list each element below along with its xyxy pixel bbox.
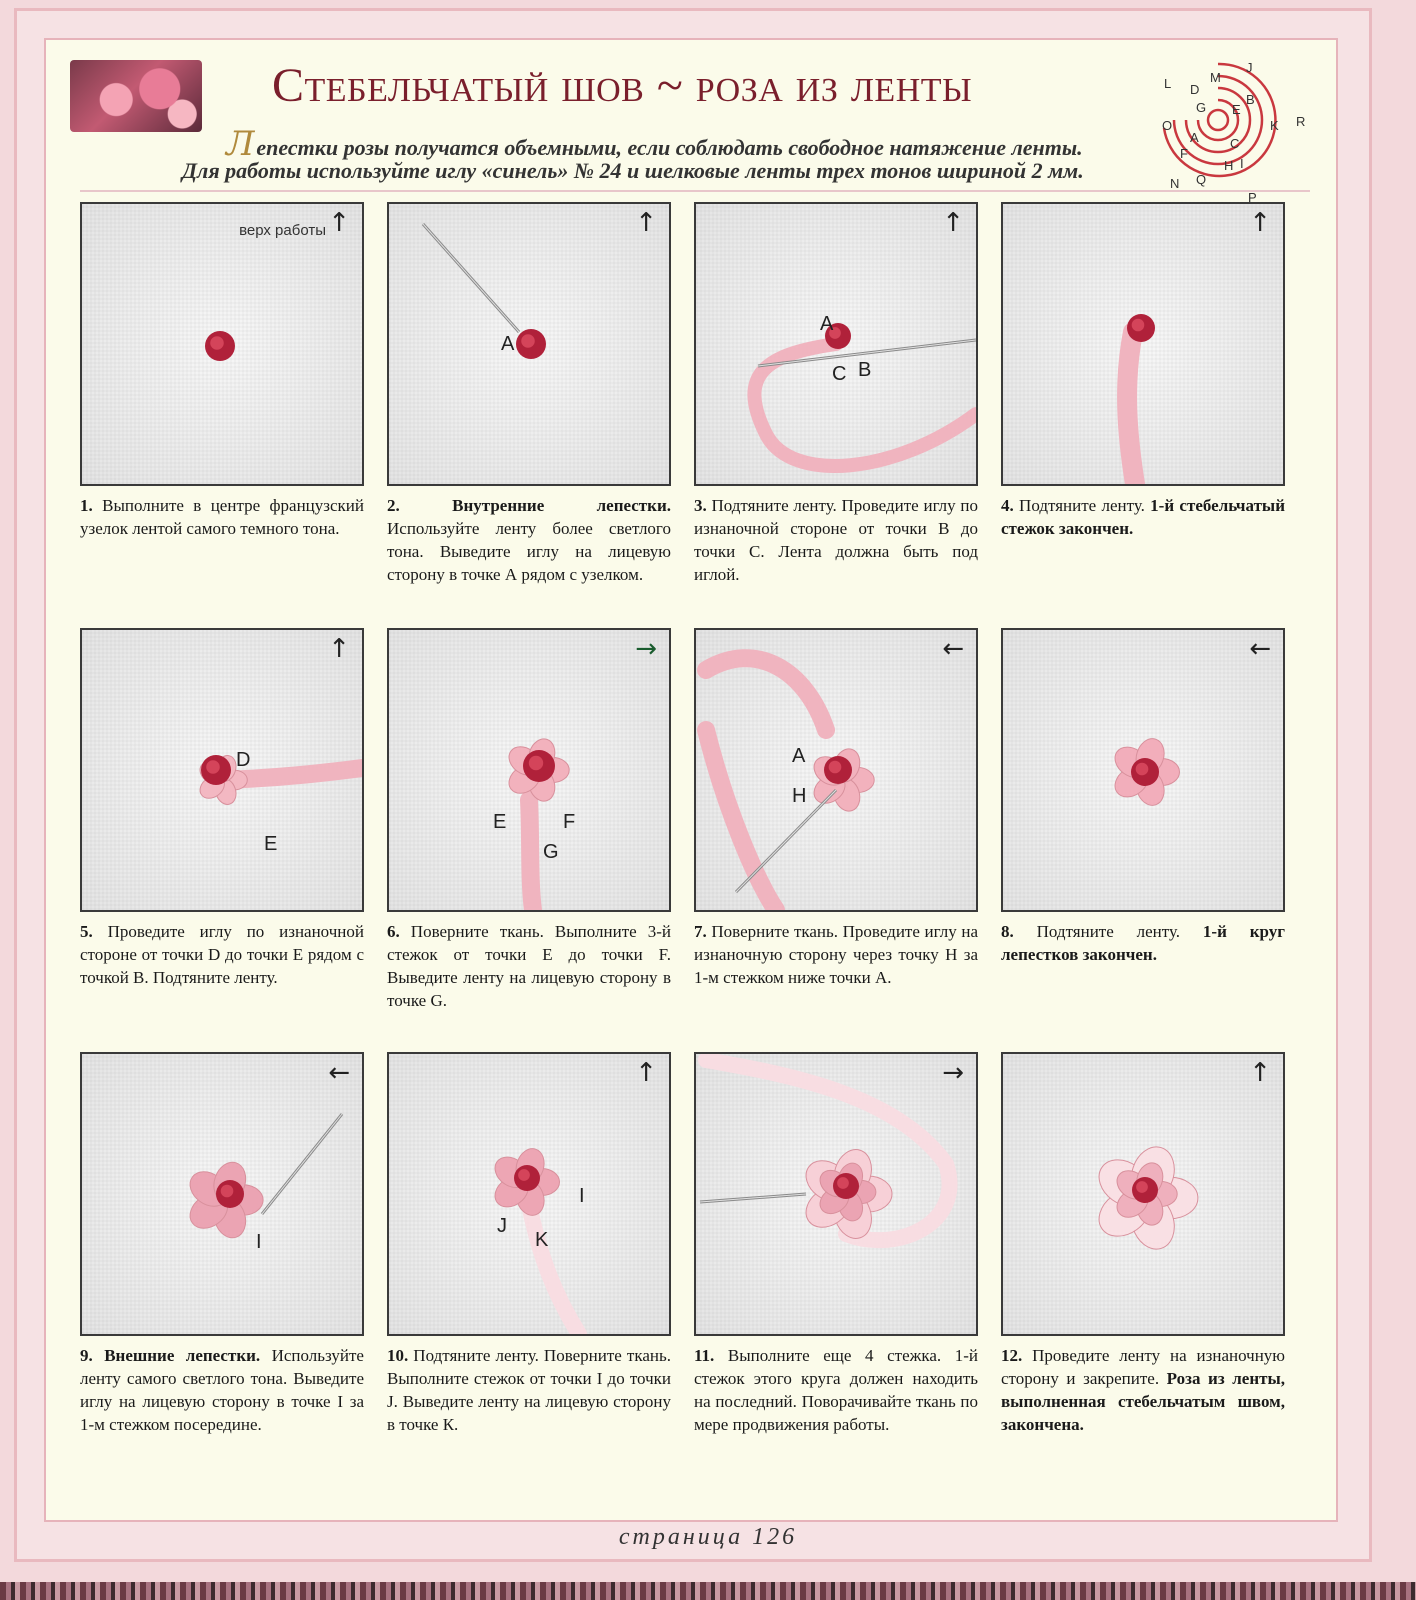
step-text: Выполните в центре французский узелок лентой самого темного тона. xyxy=(80,496,364,538)
step-caption xyxy=(387,920,671,1012)
rose-illustration xyxy=(82,1054,362,1334)
orientation-arrow-icon: ↑ xyxy=(635,1058,657,1088)
step-photo xyxy=(1001,202,1285,486)
step-text: Поверните ткань. Проведите иглу на изнаночную сторону через точку Н за 1-м стежком ниже точки А. xyxy=(694,922,978,987)
diagram-letter-m: M xyxy=(1210,70,1221,85)
bottom-decor-strip xyxy=(0,1582,1416,1600)
step-text: Проведите иглу по изнаночной стороне от точки D до точки E рядом с точкой В. Подтяните ленту. xyxy=(80,922,364,987)
point-label-a: A xyxy=(820,313,834,335)
orientation-arrow-icon: ← xyxy=(328,1058,350,1088)
orientation-arrow-icon: ↑ xyxy=(328,634,350,664)
step-number: 11. xyxy=(694,1346,715,1365)
step-caption xyxy=(694,494,978,586)
point-label-a: A xyxy=(501,333,515,355)
step-caption xyxy=(694,1344,978,1436)
diagram-letter-h: H xyxy=(1224,158,1234,173)
point-label-c: C xyxy=(832,363,847,385)
step-number: 12. xyxy=(1001,1346,1023,1365)
step-photo xyxy=(387,202,671,486)
point-label-h: H xyxy=(792,785,807,807)
step-caption xyxy=(1001,920,1285,966)
diagram-letter-r: R xyxy=(1296,114,1306,129)
rose-illustration xyxy=(82,204,362,484)
step-text: Подтяните ленту. Проведите иглу по изнаночной стороне от точки В до точки С. Лента должна быть под иглой. xyxy=(694,496,978,584)
point-label-a: A xyxy=(792,745,806,767)
diagram-letter-e: E xyxy=(1232,102,1241,117)
step-text: Подтяните ленту. xyxy=(1013,496,1151,515)
rose-illustration xyxy=(696,1054,976,1334)
point-label-e: E xyxy=(493,811,507,833)
diagram-letter-p: P xyxy=(1248,190,1257,202)
point-label-f: F xyxy=(563,811,576,833)
orientation-arrow-icon: ← xyxy=(1249,634,1271,664)
step-photo xyxy=(80,1052,364,1336)
diagram-letter-i: I xyxy=(1240,156,1244,171)
point-label-g: G xyxy=(543,841,559,863)
diagram-letter-g: G xyxy=(1196,100,1207,115)
step-caption xyxy=(1001,494,1285,540)
step-photo xyxy=(387,628,671,912)
diagram-letter-b: B xyxy=(1246,92,1255,107)
orientation-arrow-icon: → xyxy=(635,634,657,664)
diagram-letter-a: A xyxy=(1190,130,1199,145)
rose-illustration xyxy=(696,630,976,910)
diagram-letter-k: K xyxy=(1270,118,1279,133)
step-photo xyxy=(387,1052,671,1336)
step-caption xyxy=(80,920,364,989)
step-conclusion: 1-й стебельчатый стежок закончен. xyxy=(1001,496,1285,538)
point-label-b: B xyxy=(858,359,872,381)
diagram-letter-l: L xyxy=(1164,76,1172,91)
rose-illustration xyxy=(1003,204,1283,484)
step-caption xyxy=(1001,1344,1285,1436)
step-number: 4. xyxy=(1001,496,1014,515)
orientation-arrow-icon: ↑ xyxy=(328,208,350,238)
step-number: 8. xyxy=(1001,922,1014,941)
subtitle-drop-cap: Л xyxy=(226,124,255,164)
step-caption xyxy=(694,920,978,989)
point-label-j: J xyxy=(497,1215,507,1237)
page-number: страница 126 xyxy=(618,1524,798,1550)
rose-illustration xyxy=(82,630,362,910)
point-label-i: I xyxy=(256,1231,262,1253)
point-label-d: D xyxy=(236,749,251,771)
step-text: Подтяните ленту. Поверните ткань. Выполните стежок от точки I до точки J. Выведите ленту на лицевую сторону в точке К. xyxy=(387,1346,671,1434)
header-rose-photo xyxy=(70,60,202,132)
step-number: 3. xyxy=(694,496,707,515)
step-number: 9. xyxy=(80,1346,93,1365)
diagram-letter-n: N xyxy=(1170,176,1180,191)
step-conclusion: Роза из ленты, выполненная стебельчатым швом, закончена. xyxy=(1001,1369,1285,1434)
subtitle-line-2: Для работы используйте иглу «синель» № 24 и шелковые ленты трех тонов шириной 2 мм. xyxy=(182,158,1084,183)
orientation-arrow-icon: → xyxy=(942,1058,964,1088)
orientation-arrow-icon: ↑ xyxy=(1249,208,1271,238)
step-number: 6. xyxy=(387,922,400,941)
step-photo xyxy=(694,628,978,912)
step-number: 1. xyxy=(80,496,93,515)
step-number: 5. xyxy=(80,922,93,941)
rose-illustration xyxy=(1003,630,1283,910)
stitch-spiral-diagram xyxy=(1160,52,1330,202)
rose-illustration xyxy=(389,204,669,484)
step-photo xyxy=(80,202,364,486)
step-text: Подтяните ленту. xyxy=(1013,922,1203,941)
step-conclusion: 1-й круг лепестков закончен. xyxy=(1001,922,1286,964)
step-number: 7. xyxy=(694,922,707,941)
top-of-work-label: верх работы xyxy=(239,222,326,239)
step-heading: Внутренние лепестки. xyxy=(399,496,671,515)
diagram-letter-q: Q xyxy=(1196,172,1207,187)
step-text: Выполните еще 4 стежка. 1-й стежок этого круга должен находить на последний. Поворачивайте ткань по мере продвижения работы. xyxy=(694,1346,978,1434)
subtitle-line-1-text: епестки розы получатся объемными, если соблюдать свободное натяжение ленты. xyxy=(256,135,1083,160)
diagram-letter-f: F xyxy=(1180,146,1188,161)
step-photo xyxy=(694,202,978,486)
rose-illustration xyxy=(696,204,976,484)
point-label-i: I xyxy=(579,1185,585,1207)
header-divider xyxy=(80,190,1310,192)
rose-illustration xyxy=(389,1054,669,1334)
step-number: 10. xyxy=(387,1346,409,1365)
step-caption xyxy=(80,1344,364,1436)
step-photo xyxy=(1001,1052,1285,1336)
orientation-arrow-icon: ← xyxy=(942,634,964,664)
rose-illustration xyxy=(1003,1054,1283,1334)
diagram-letter-j: J xyxy=(1246,60,1253,75)
diagram-letter-d: D xyxy=(1190,82,1200,97)
orientation-arrow-icon: ↑ xyxy=(635,208,657,238)
step-text: Используйте ленту более светлого тона. Выведите иглу на лицевую сторону в точке А рядом с узелком. xyxy=(387,519,671,584)
step-text: Поверните ткань. Выполните 3-й стежок от точки Е до точки F. Выведите ленту на лицевую сторону в точке G. xyxy=(387,922,671,1010)
step-caption xyxy=(387,1344,671,1436)
diagram-letter-o: O xyxy=(1162,118,1173,133)
step-heading: Внешние лепестки. xyxy=(92,1346,261,1365)
orientation-arrow-icon: ↑ xyxy=(942,208,964,238)
step-number: 2. xyxy=(387,496,400,515)
step-photo xyxy=(694,1052,978,1336)
step-text: Проведите ленту на изнаночную сторону и закрепите. xyxy=(1001,1346,1285,1388)
step-caption xyxy=(387,494,671,586)
step-text: Используйте ленту самого светлого тона. Выведите иглу на лицевую сторону в точке I за 1-м стежком посередине. xyxy=(80,1346,364,1434)
orientation-arrow-icon: ↑ xyxy=(1249,1058,1271,1088)
page-title: Стебельчатый шов ~ роза из ленты xyxy=(272,59,973,112)
point-label-k: K xyxy=(535,1229,549,1251)
step-caption xyxy=(80,494,364,540)
step-photo xyxy=(1001,628,1285,912)
rose-illustration xyxy=(389,630,669,910)
point-label-e: E xyxy=(264,833,278,855)
diagram-letter-c: C xyxy=(1230,136,1240,151)
step-photo xyxy=(80,628,364,912)
